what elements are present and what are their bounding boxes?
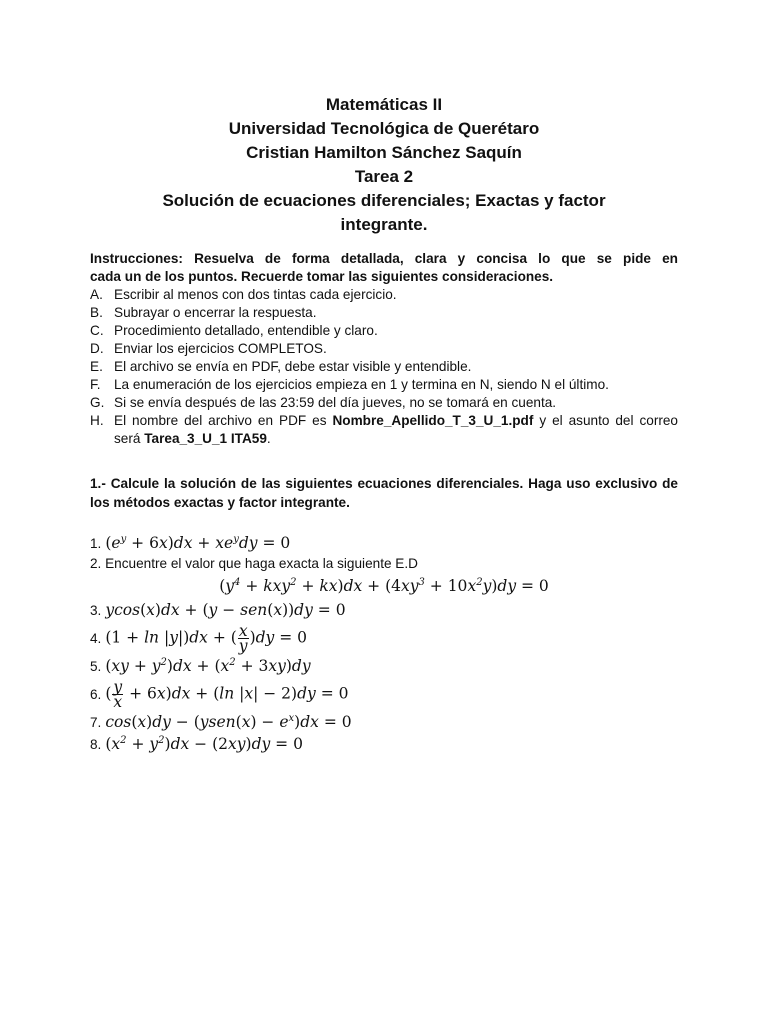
course-title: Matemáticas II [325, 95, 443, 114]
assignment-number: Tarea 2 [354, 167, 414, 186]
instructions-block [90, 250, 678, 448]
equation-1: 1. $(e^y + 6x)dx + xe^ydy = 0$ [90, 533, 291, 552]
equations-list [90, 532, 678, 755]
question-1: 1.- Calcule la solución de las siguientes ecuaciones diferenciales. Haga uso exclusivo de los métodos exactas y factor integrante. [90, 476, 678, 510]
instructions-list [90, 286, 678, 448]
equation-2-text: 2. Encuentre el valor que haga exacta la siguiente E.D [90, 556, 418, 571]
email-subject: Tarea_3_U_1 ITA59 [144, 431, 267, 446]
list-item: D. Enviar los ejercicios COMPLETOS. [90, 341, 327, 356]
equation-4: 4. (1 + ln |y|)dx + ( $\frac{x}{y}$ )dy = 0 [90, 621, 308, 655]
list-item: G. Si se envía después de las 23:59 del día jueves, no se tomará en cuenta. [90, 395, 557, 410]
author-name: Cristian Hamilton Sánchez Saquín [246, 143, 522, 162]
equation-2: $(y^4 + kxy^2 + kx)dx + (4xy^3 + 10x^2y)dy = 0$ [219, 576, 549, 595]
list-item: B. Subrayar o encerrar la respuesta. [90, 305, 317, 320]
equation-3: 3. ycos(x)dx + (y − sen(x))dy = 0 [90, 601, 346, 619]
assignment-topic-cont: integrante. [340, 215, 428, 234]
university-name: Universidad Tecnológica de Querétaro [228, 119, 540, 138]
instructions-intro-2: cada un de los puntos. Recuerde tomar las siguientes consideraciones. [90, 269, 554, 284]
equation-8: 8. $(x^2 + y^2)dx - (2xy)dy = 0$ [90, 734, 303, 753]
file-name: Nombre_Apellido_T_3_U_1.pdf [332, 413, 534, 428]
assignment-topic: Solución de ecuaciones diferenciales; Exactas y factor [162, 191, 606, 210]
list-item: C. Procedimiento detallado, entendible y claro. [90, 323, 378, 338]
equation-7: 7. cos(x)dy − (ysen(x) − $e^x)dx = 0$ [90, 712, 352, 731]
list-item: A. Escribir al menos con dos tintas cada ejercicio. [90, 287, 397, 302]
list-item: E. El archivo se envía en PDF, debe estar visible y entendible. [90, 359, 472, 374]
equation-6: 6. ( $\frac{y}{x}$ + 6x)dx + (ln |x| − 2)dy = 0 [90, 677, 349, 711]
equation-5: 5. $(xy + y^2)dx + (x^2 + 3xy)dy$ [90, 656, 311, 675]
list-item: H. El nombre del archivo en PDF es Nombre_Apellido_T_3_U_1.pdf y el asunto del correo será Tarea_3_U_1 ITA59. [90, 413, 678, 446]
document-header [90, 93, 678, 237]
list-item: F. La enumeración de los ejercicios empieza en 1 y termina en N, siendo N el último. [90, 377, 609, 392]
instructions-intro-1: Instrucciones: Resuelva de forma detallada, clara y concisa lo que se pide en [90, 251, 678, 266]
